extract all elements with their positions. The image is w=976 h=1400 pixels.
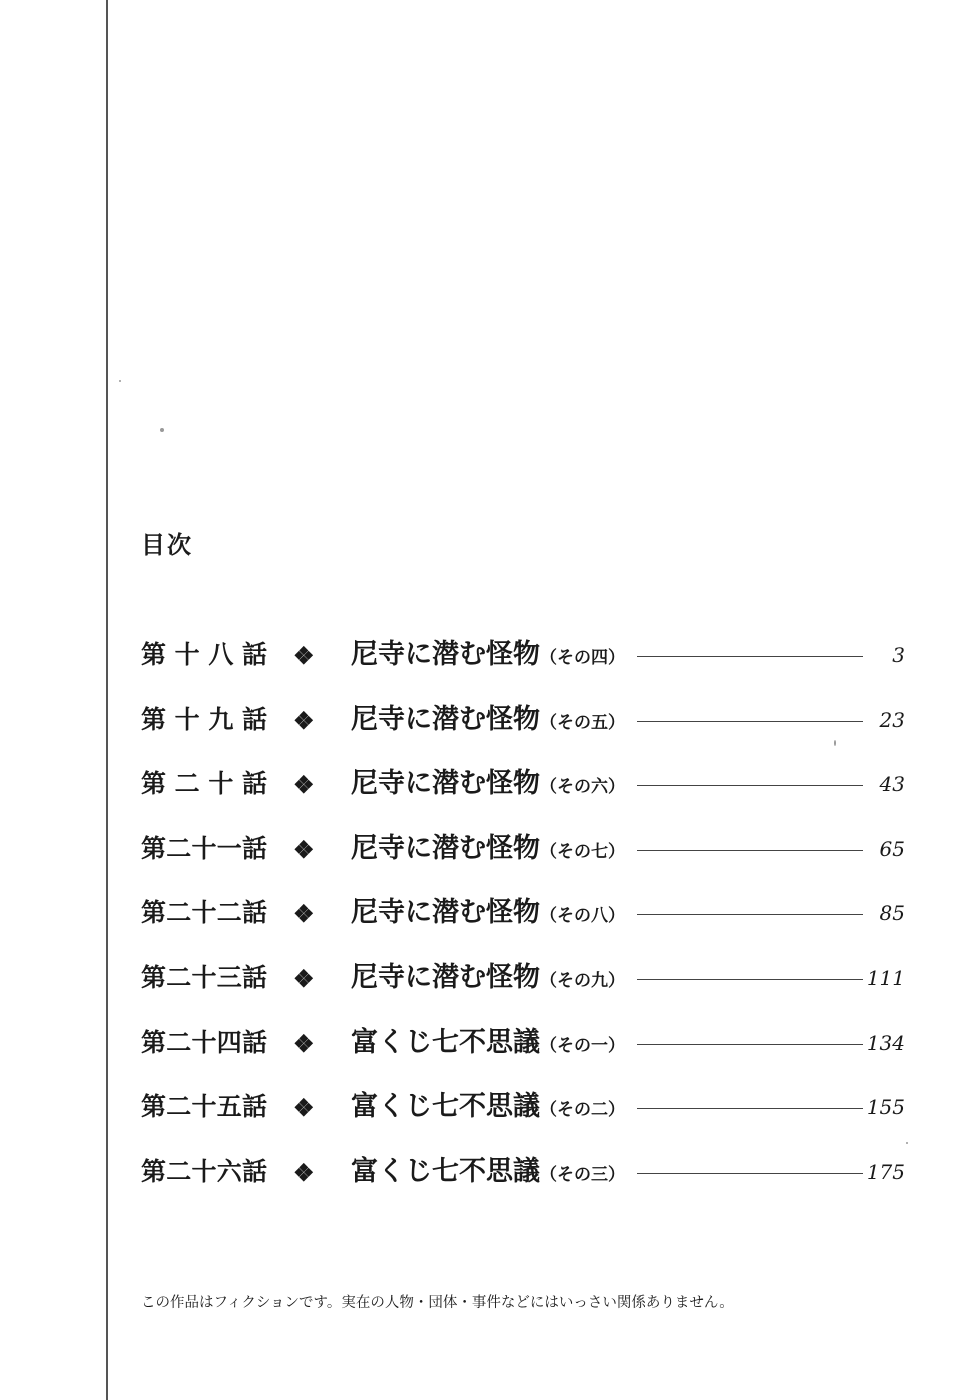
chapter-title	[351, 896, 625, 933]
toc-entry[interactable]	[141, 636, 911, 676]
chapter-number-char: 話	[241, 1027, 267, 1057]
leader-line	[637, 656, 863, 657]
chapter-number-char: 話	[241, 1092, 267, 1122]
page-number: 65	[879, 836, 905, 861]
chapter-number	[141, 1155, 267, 1189]
chapter-number	[141, 896, 267, 930]
chapter-title	[351, 767, 625, 804]
diamond-separator-icon: ❖	[293, 705, 315, 735]
chapter-number	[141, 1090, 267, 1124]
diamond-separator-icon: ❖	[293, 1093, 315, 1123]
chapter-title	[351, 832, 625, 869]
chapter-number-char: 十	[191, 1027, 217, 1057]
diamond-separator-icon: ❖	[293, 641, 315, 670]
chapter-title-text: 富くじ七不思議	[351, 1155, 540, 1187]
chapter-subtitle: （その六）	[540, 777, 625, 798]
chapter-number-char: 話	[241, 833, 267, 863]
chapter-number-char: 十	[191, 1156, 217, 1186]
leader-line	[637, 721, 863, 722]
chapter-title	[351, 1026, 625, 1063]
leader-line	[637, 1173, 863, 1174]
chapter-number	[141, 832, 267, 866]
chapter-number-char: 第	[141, 833, 167, 863]
chapter-title-text: 尼寺に潜む怪物	[351, 768, 540, 800]
chapter-number-char: 三	[216, 963, 242, 992]
toc-entry[interactable]	[141, 1153, 911, 1193]
chapter-number-char: 第	[141, 640, 167, 669]
page-number: 43	[879, 772, 905, 797]
chapter-title-text: 尼寺に潜む怪物	[351, 897, 540, 929]
chapter-number-char: 四	[216, 1027, 242, 1057]
chapter-number-char: 第	[141, 1156, 167, 1186]
chapter-title	[351, 961, 625, 998]
chapter-number-char: 話	[241, 963, 267, 992]
chapter-number-char: 六	[216, 1156, 242, 1186]
chapter-number-char: 第	[141, 963, 167, 992]
page-number: 175	[866, 1159, 905, 1184]
chapter-title	[351, 638, 625, 675]
diamond-separator-icon: ❖	[293, 1157, 315, 1187]
chapter-number-char: 十	[191, 1092, 217, 1122]
chapter-number-char: 九	[208, 704, 234, 734]
toc-entry[interactable]	[141, 959, 911, 999]
chapter-number	[141, 767, 267, 801]
chapter-number-char: 二	[216, 898, 242, 928]
leader-line	[637, 1044, 863, 1045]
page-gutter-line	[106, 0, 108, 1400]
scan-speck	[119, 380, 121, 382]
toc-entry[interactable]	[141, 765, 911, 805]
chapter-number-char: 十	[191, 833, 217, 863]
leader-line	[637, 850, 863, 851]
chapter-number	[141, 638, 267, 672]
chapter-title	[351, 1090, 625, 1127]
chapter-number-char: 第	[141, 1027, 167, 1057]
diamond-separator-icon: ❖	[293, 1028, 315, 1058]
scan-speck	[160, 428, 164, 432]
toc-entry[interactable]	[141, 894, 911, 934]
chapter-number-char: 二	[166, 833, 192, 863]
chapter-number-char: 十	[174, 640, 200, 669]
diamond-separator-icon: ❖	[293, 834, 315, 864]
chapter-number-char: 第	[141, 704, 167, 734]
chapter-subtitle: （その八）	[540, 906, 625, 927]
page-number: 111	[866, 966, 905, 990]
diamond-separator-icon: ❖	[293, 899, 315, 929]
chapter-number-char: 十	[174, 704, 200, 734]
page-number: 3	[892, 643, 905, 667]
page-number: 155	[866, 1095, 905, 1120]
chapter-title	[351, 1155, 625, 1192]
chapter-number-char: 話	[241, 1156, 267, 1186]
chapter-number-char: 第	[141, 898, 167, 928]
chapter-number-char: 話	[241, 769, 267, 799]
chapter-subtitle: （その四）	[540, 648, 625, 668]
chapter-number-char: 二	[166, 898, 192, 928]
diamond-separator-icon: ❖	[293, 770, 315, 800]
chapter-number-char: 二	[166, 963, 192, 992]
chapter-subtitle: （その一）	[540, 1035, 625, 1056]
toc-entry[interactable]	[141, 1024, 911, 1064]
chapter-title-text: 尼寺に潜む怪物	[351, 832, 540, 864]
chapter-number	[141, 961, 267, 995]
chapter-number-char: 話	[241, 640, 267, 669]
chapter-number	[141, 703, 267, 737]
chapter-subtitle: （その二）	[540, 1100, 625, 1121]
leader-line	[637, 914, 863, 915]
chapter-number-char: 八	[208, 640, 234, 669]
page-number: 134	[866, 1030, 905, 1055]
chapter-number-char: 十	[191, 898, 217, 928]
leader-line	[637, 979, 863, 980]
chapter-title-text: 尼寺に潜む怪物	[351, 962, 540, 993]
chapter-number-char: 十	[208, 769, 234, 799]
chapter-subtitle: （その九）	[540, 971, 625, 991]
chapter-title-text: 尼寺に潜む怪物	[351, 703, 540, 735]
chapter-number-char: 一	[216, 833, 242, 863]
chapter-number	[141, 1026, 267, 1060]
chapter-number-char: 二	[174, 769, 200, 799]
chapter-number-char: 二	[166, 1092, 192, 1122]
chapter-number-char: 第	[141, 1092, 167, 1122]
chapter-title	[351, 703, 625, 740]
page-number: 23	[879, 707, 905, 732]
chapter-number-char: 五	[216, 1092, 242, 1122]
chapter-title-text: 富くじ七不思議	[351, 1091, 540, 1123]
chapter-number-char: 二	[166, 1027, 192, 1057]
leader-line	[637, 1108, 863, 1109]
leader-line	[637, 785, 863, 786]
chapter-number-char: 二	[166, 1156, 192, 1186]
toc-heading: 目次	[141, 530, 193, 559]
chapter-subtitle: （その五）	[540, 712, 625, 733]
page-number: 85	[879, 901, 905, 926]
toc-entry[interactable]	[141, 701, 911, 741]
chapter-subtitle: （その七）	[540, 841, 625, 862]
chapter-number-char: 第	[141, 769, 167, 799]
toc-list	[141, 636, 911, 1196]
disclaimer-text: この作品はフィクションです。実在の人物・団体・事件などにはいっさい関係ありません。	[141, 1295, 734, 1311]
chapter-number-char: 話	[241, 704, 267, 734]
chapter-title-text: 尼寺に潜む怪物	[351, 639, 540, 670]
toc-entry[interactable]	[141, 830, 911, 870]
toc-entry[interactable]	[141, 1088, 911, 1128]
chapter-title-text: 富くじ七不思議	[351, 1026, 540, 1058]
chapter-subtitle: （その三）	[540, 1164, 625, 1185]
diamond-separator-icon: ❖	[293, 964, 315, 993]
chapter-number-char: 十	[191, 963, 217, 992]
chapter-number-char: 話	[241, 898, 267, 928]
